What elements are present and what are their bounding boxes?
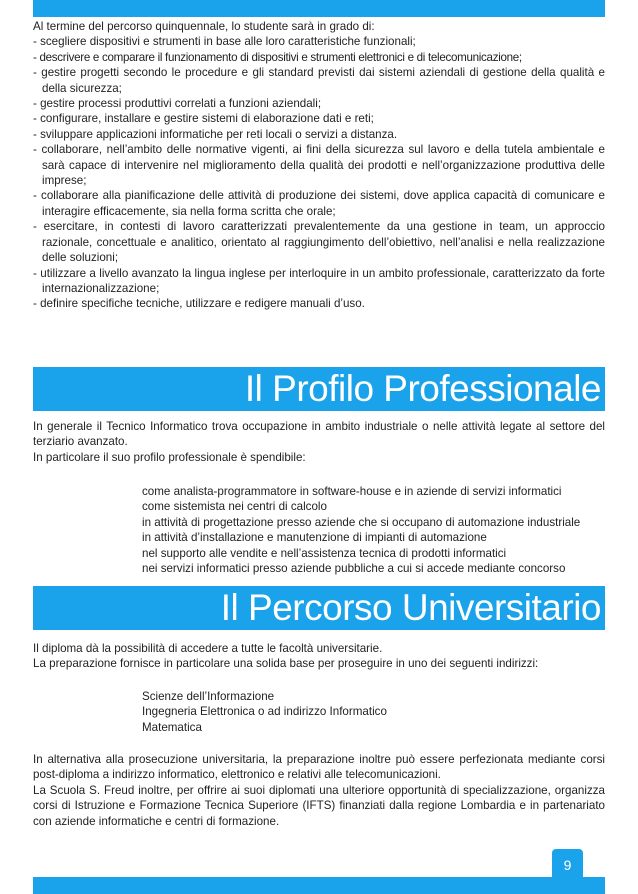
obiettivi-item: - collaborare, nell’ambito delle normative vigenti, ai fini della sicurezza sul lavoro e della tutela ambientale e sarà capace di intervenire nel miglioramento della qualità dei prodotti e nell’organizzazione produttiva delle imprese; [33, 143, 605, 188]
bottom-bar [33, 877, 605, 894]
profilo-intro2: In particolare il suo profilo professionale è spendibile: [33, 450, 306, 464]
profilo-list [142, 484, 602, 576]
percorso-extra2: La Scuola S. Freud inoltre, per offrire ai suoi diplomati una ulteriore opportunità di specializzazione, organizza corsi di Istruzione e Formazione Tecnica Superiore (IFTS) finanziati dalla regione Lombardia e in partenariato con aziende informatiche e centri di formazione. [33, 783, 605, 828]
profilo-intro: In generale il Tecnico Informatico trova occupazione in ambito industriale o nelle attività legate al settore del terziario avanzato. [33, 420, 605, 449]
list-item: nel supporto alle vendite e nell’assistenza tecnica di prodotti informatici [142, 546, 507, 560]
profilo-intro-block [33, 419, 605, 465]
percorso-intro2: La preparazione fornisce in particolare una solida base per proseguire in uno dei seguenti indirizzi: [33, 657, 539, 671]
percorso-intro: Il diploma dà la possibilità di accedere a tutte le facoltà universitarie. [33, 642, 383, 655]
obiettivi-item: - collaborare alla pianificazione delle attività di produzione dei sistemi, dove applica capacità di comunicare e interagire efficacemente, sia nella forma scritta che orale; [33, 189, 605, 218]
list-item: in attività d’installazione e manutenzione di impianti di automazione [142, 531, 487, 545]
page-number: 9 [552, 849, 583, 877]
obiettivi-item: - definire specifiche tecniche, utilizzare e redigere manuali d’uso. [33, 297, 365, 311]
list-item: come sistemista nei centri di calcolo [142, 500, 327, 514]
list-item: Ingegneria Elettronica o ad indirizzo Informatico [142, 705, 387, 719]
percorso-extra1: In alternativa alla prosecuzione universitaria, la preparazione inoltre può essere perfezionata mediante corsi post-diploma a indirizzo informatico, elettronico e relativi alle telecomunicazioni. [33, 753, 605, 782]
list-item: in attività di progettazione presso aziende che si occupano di automazione industriale [142, 515, 581, 529]
obiettivi-item: - descrivere e comparare il funzionamento di dispositivi e strumenti elettronici e di telecomunicazione; [33, 50, 522, 64]
percorso-title: Il Percorso Universitario [33, 586, 605, 630]
percorso-intro-block [33, 641, 605, 672]
obiettivi-intro: Al termine del percorso quinquennale, lo studente sarà in grado di: [33, 20, 375, 33]
profilo-title: Il Profilo Professionale [33, 367, 605, 411]
list-item: come analista-programmatore in software-house e in aziende di servizi informatici [142, 485, 562, 498]
obiettivi-item: - gestire progetti secondo le procedure e gli standard previsti dai sistemi aziendali di gestione della qualità e della sicurezza; [33, 66, 605, 95]
top-bar [33, 0, 605, 17]
percorso-extra-block [33, 752, 605, 829]
obiettivi-item: - configurare, installare e gestire sistemi di elaborazione dati e reti; [33, 112, 374, 126]
obiettivi-item: - gestire processi produttivi correlati a funzioni aziendali; [33, 97, 322, 111]
list-item: nei servizi informatici presso aziende pubbliche a cui si accede mediante concorso [142, 562, 566, 576]
list-item: Scienze dell’Informazione [142, 690, 275, 703]
percorso-list [142, 689, 542, 735]
list-item: Matematica [142, 720, 202, 734]
obiettivi-item: - utilizzare a livello avanzato la lingua inglese per interloquire in un ambito professionale, caratterizzato da forte internazionalizzazione; [33, 266, 605, 295]
obiettivi-item: - esercitare, in contesti di lavoro caratterizzati prevalentemente da una gestione in team, un approccio razionale, concettuale e analitico, orientato al raggiungimento dell’obiettivo, nell’analisi e nella realizzazione delle soluzioni; [33, 220, 605, 265]
obiettivi-section [33, 19, 605, 312]
obiettivi-item: - sviluppare applicazioni informatiche per reti locali o servizi a distanza. [33, 127, 398, 141]
obiettivi-item: - scegliere dispositivi e strumenti in base alle loro caratteristiche funzionali; [33, 35, 416, 49]
